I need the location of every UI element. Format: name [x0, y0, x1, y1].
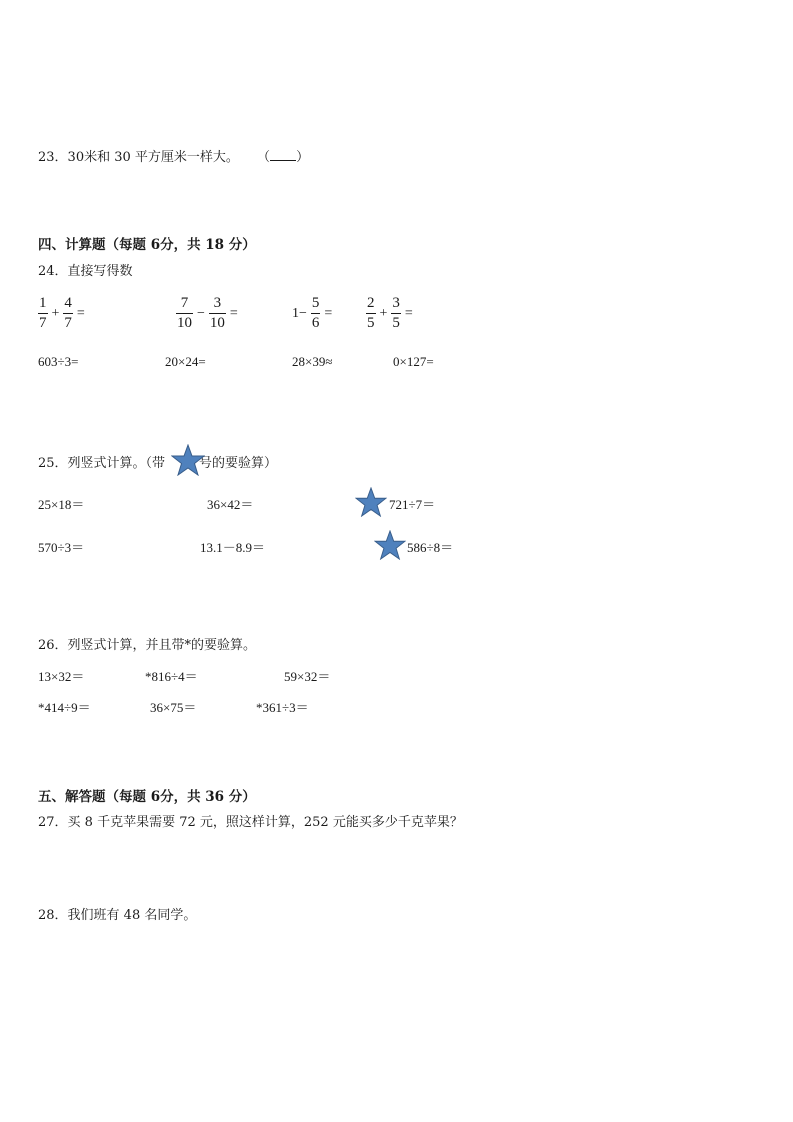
calc-item: 36×42＝	[207, 497, 254, 512]
calc-item: 59×32＝	[284, 669, 331, 684]
fraction: $\frac{3}{10}$	[209, 295, 225, 331]
fraction-expr-4: $\frac{2}{5}$ + $\frac{3}{5}$ =	[367, 295, 413, 331]
paren-open: （	[257, 150, 271, 165]
calc-item: 13×32＝	[38, 669, 85, 684]
answer-blank[interactable]	[270, 146, 296, 161]
calc-item: 603÷3=	[38, 354, 79, 369]
fraction-expr-3: 1− $\frac{5}{6}$ =	[292, 295, 333, 331]
fraction-expr-2: $\frac{7}{10}$ − $\frac{3}{10}$ =	[177, 295, 238, 331]
calc-item: 586÷8＝	[407, 540, 454, 555]
question-28: 28．我们班有 48 名同学。	[38, 908, 197, 923]
calc-item: 20×24=	[165, 354, 206, 369]
calc-item: *361÷3＝	[256, 700, 309, 715]
question-23	[38, 146, 309, 165]
calc-item: 570÷3＝	[38, 540, 85, 555]
question-24-prompt: 24．直接写得数	[38, 264, 133, 279]
star-icon	[374, 530, 406, 560]
fraction: $\frac{3}{5}$	[392, 295, 400, 331]
calc-item: 28×39≈	[292, 354, 333, 369]
fraction: $\frac{2}{5}$	[367, 295, 375, 331]
fraction: $\frac{4}{7}$	[64, 295, 72, 331]
paren-close: ）	[296, 150, 310, 165]
fraction: $\frac{5}{6}$	[311, 295, 320, 331]
calc-item: 721÷7＝	[389, 497, 436, 512]
prompt-after: 号的要验算）	[199, 456, 278, 471]
section-5-title: 五、解答题（每题 6分，共 36 分）	[38, 789, 256, 805]
question-26-prompt: 26．列竖式计算，并且带*的要验算。	[38, 638, 257, 653]
calc-item: 13.1－8.9＝	[200, 540, 266, 555]
calc-item: 36×75＝	[150, 700, 197, 715]
calc-item: 0×127=	[393, 354, 434, 369]
question-23-text: 23．30米和 30 平方厘米一样大。	[38, 150, 239, 165]
question-27: 27．买 8 千克苹果需要 72 元，照这样计算，252 元能买多少千克苹果？	[38, 815, 463, 830]
calc-item: 25×18＝	[38, 497, 85, 512]
fraction: $\frac{1}{7}$	[39, 295, 47, 331]
fraction-expr-1: $\frac{1}{7}$ + $\frac{4}{7}$ =	[39, 295, 85, 331]
calc-item: *816÷4＝	[145, 669, 198, 684]
prompt-before: 25．列竖式计算。（带	[38, 456, 166, 471]
star-icon	[355, 487, 387, 517]
calc-item: *414÷9＝	[38, 700, 91, 715]
fraction: $\frac{7}{10}$	[177, 295, 192, 331]
section-4-title: 四、计算题（每题 6分，共 18 分）	[38, 237, 256, 253]
star-icon	[171, 444, 205, 476]
question-25-prompt	[38, 452, 277, 471]
